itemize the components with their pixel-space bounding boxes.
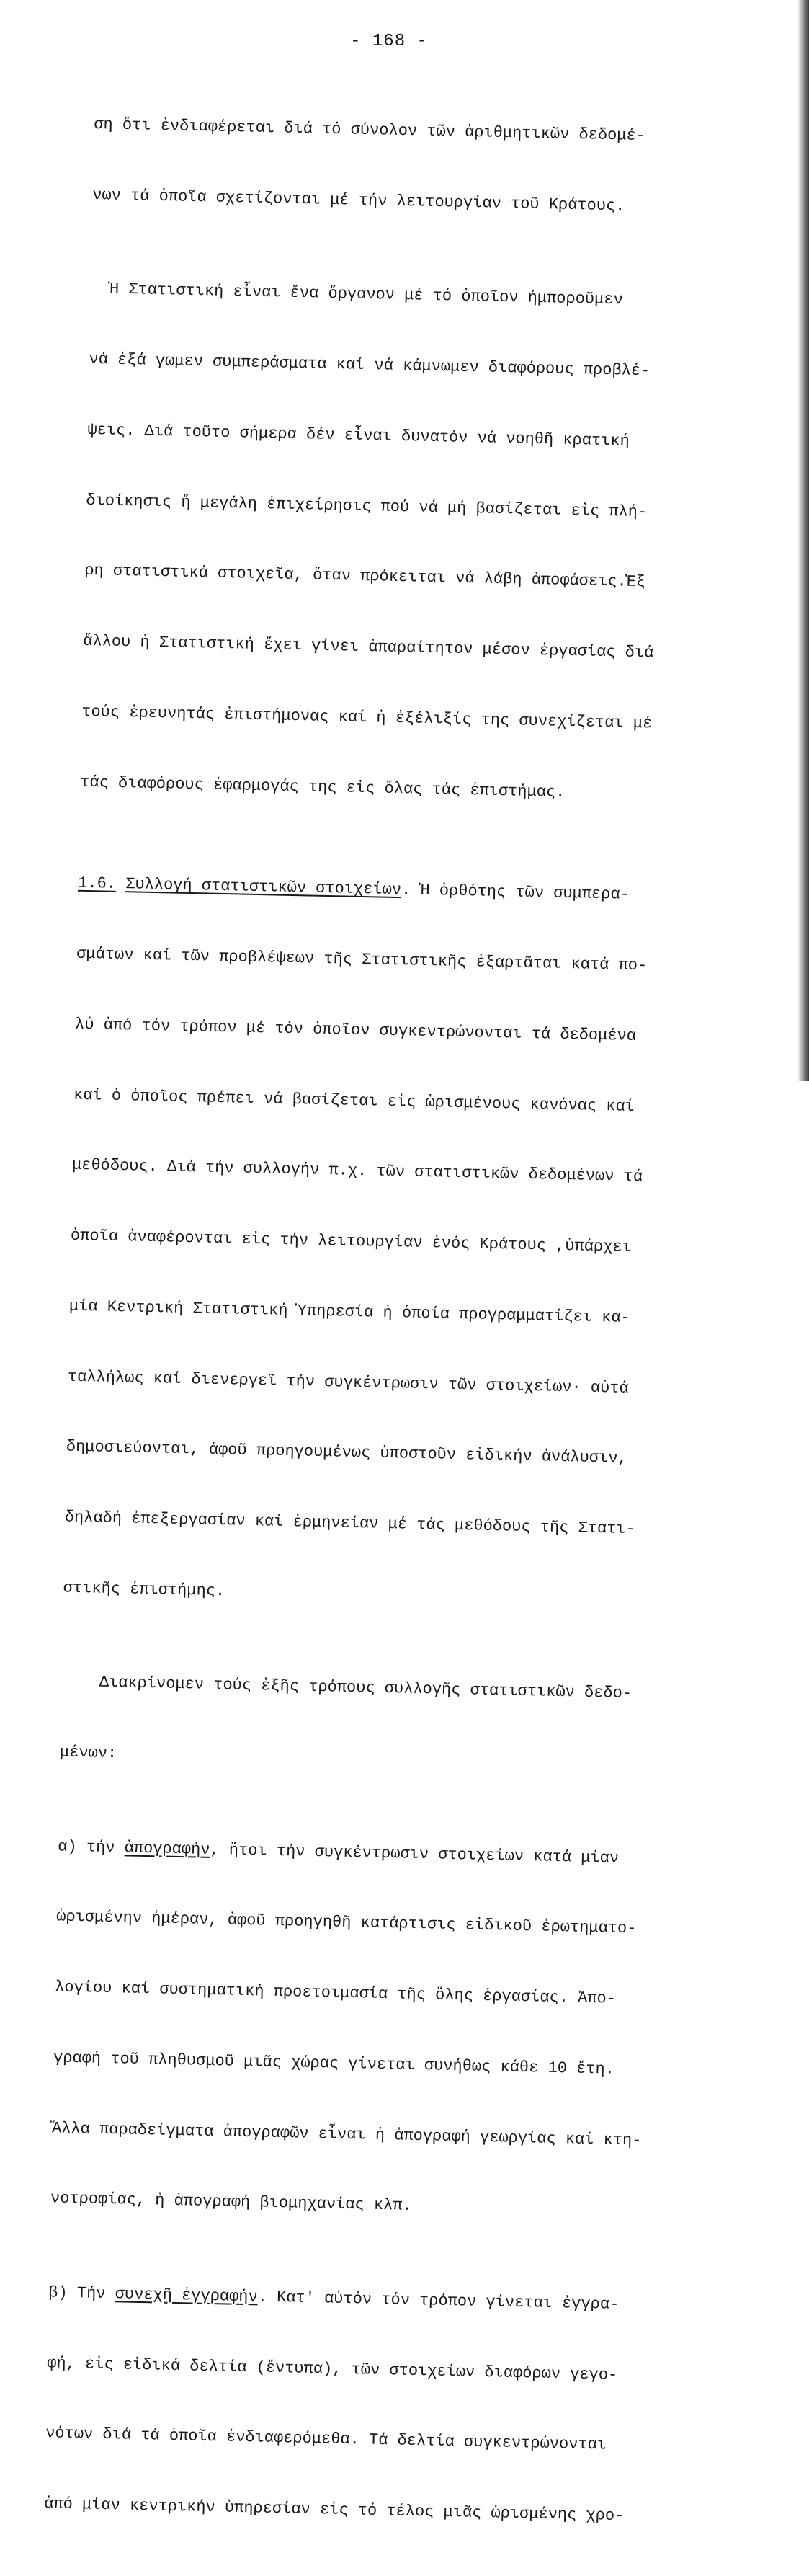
text-line: μία Κεντρική Στατιστική Ὑπηρεσία ἡ ὁποία προγραμματίζει κα-	[68, 1297, 630, 1327]
text-line: λογίου καί συστηματική προετοιμασία τῆς ὅλης ἐργασίας. Ἀπο-	[54, 1978, 617, 2008]
text-line: στικῆς ἐπιστήμης.	[63, 1578, 225, 1601]
text-line: νοτροφίας, ἡ ἀπογραφή βιομηχανίας κλπ.	[50, 2189, 412, 2216]
text-line: νότων διά τά ὁποῖα ἐνδιαφερόμεθα. Τά δελτία συγκεντρώνονται	[45, 2424, 607, 2454]
text-line: τούς ἐρευνητάς ἐπιστήμονας καί ἡ ἐξέλιξίς της συνεχίζεται μέ	[81, 702, 653, 733]
text-line: Ἄλλα παραδείγματα ἀπογραφῶν εἶναι ἡ ἀπογραφή γεωργίας καί κτη-	[51, 2119, 642, 2150]
text-line: μεθόδους. Διά τήν συλλογήν π.χ. τῶν στατιστικῶν δεδομένων τά	[71, 1155, 643, 1186]
text-line: ἀπό μίαν κεντρικήν ὑπηρεσίαν εἰς τό τέλος μιᾶς ὡρισμένης χρο-	[43, 2495, 625, 2526]
text-line: ὁποῖα ἀναφέρονται εἰς τήν λειτουργίαν ἑνός Κράτους ,ὑπάρχει	[70, 1226, 633, 1257]
list-item-a-first-line	[58, 1835, 677, 1872]
text-line: δημοσιεύονται, ἀφοῦ προηγουμένως ὑποστοῦν εἰδικήν ἀνάλυσιν,	[66, 1438, 627, 1468]
section-heading-line	[78, 872, 697, 909]
text-line: ἄλλου ἡ Στατιστική ἔχει γίνει ἀπαραίτητον μέσον ἐργασίας διά	[83, 632, 654, 662]
text-line: τάς διαφόρους ἐφαρμογάς της εἰς ὅλας τάς ἐπιστήμας.	[79, 773, 566, 801]
text-line: Ἡ Στατιστική εἶναι ἕνα ὄργανον μέ τό ὁποῖον ἠμποροῦμεν	[90, 280, 623, 309]
page-edge-shadow	[797, 0, 809, 1081]
list-marker: β) Τήν	[48, 2283, 115, 2304]
text-line: δηλαδή ἐπεξεργασίαν καί ἑρμηνείαν μέ τάς μεθόδους τῆς Στατι-	[64, 1508, 636, 1539]
text-line: σμάτων καί τῶν προβλέψεων τῆς Στατιστικῆς ἐξαρτᾶται κατά πο-	[76, 944, 648, 975]
text-line: διοίκησις ἤ μεγάλη ἐπιχείρησις πού νά μή βασίζεται εἰς πλή-	[86, 491, 648, 521]
text-line: ρη στατιστικά στοιχεῖα, ὅταν πρόκειται νά λάβη ἀποφάσεις.Ἐξ	[84, 561, 646, 592]
section-number: 1.6.	[77, 874, 117, 894]
list-first-line-rest: . Κατ' αὐτόν τόν τρόπον γίνεται ἐγγρα-	[257, 2288, 620, 2314]
text-line: νων τά ὁποῖα σχετίζονται μέ τήν λειτουργίαν τοῦ Κράτους.	[92, 185, 625, 216]
list-term: ἀπογραφήν	[124, 1838, 210, 1859]
list-term: συνεχῆ ἐγγραφήν	[115, 2285, 258, 2306]
list-item-b-first-line	[48, 2281, 668, 2318]
text-line: γραφή τοῦ πληθυσμοῦ μιᾶς χώρας γίνεται συνήθως κάθε 10 ἔτη.	[53, 2048, 615, 2079]
text-line: λύ ἀπό τόν τρόπον μέ τόν ὁποῖον συγκεντρώνονται τά δεδομένα	[74, 1015, 637, 1045]
section-heading-rest: . Ἡ ὀρθότης τῶν συμπερα-	[401, 881, 630, 904]
body-text	[43, 66, 714, 2576]
text-line: ὡρισμένην ἡμέραν, ἀφοῦ προηγηθῆ κατάρτισις εἰδικοῦ ἐρωτηματο-	[55, 1907, 637, 1938]
text-line: νά ἐξά γωμεν συμπεράσματα καί νά κάμνωμεν διαφόρους προβλέ-	[89, 350, 651, 381]
text-line: ση ὅτι ἐνδιαφέρεται διά τό σύνολον τῶν ἀριθμητικῶν δεδομέ-	[94, 115, 646, 146]
text-line: καί ὁ ὁποῖος πρέπει νά βασίζεται εἰς ὡρισμένους κανόνας καί	[73, 1085, 635, 1116]
list-first-line-rest: , ἤτοι τήν συγκέντρωσιν στοιχείων κατά μίαν	[210, 1840, 620, 1867]
text-line: φή, εἰς εἰδικά δελτία (ἔντυπα), τῶν στοιχείων διαφόρων γεγο-	[46, 2353, 618, 2384]
text-line: ψεις. Διά τοῦτο σήμερα δέν εἶναι δυνατόν νά νοηθῆ κρατική	[87, 420, 630, 450]
page-number: - 168 -	[350, 32, 428, 51]
section-title: Συλλογή στατιστικῶν στοιχείων	[125, 875, 402, 900]
text-line: ταλλήλως καί διενεργεῖ τήν συγκέντρωσιν τῶν στοιχείων· αὐτά	[67, 1367, 629, 1398]
text-line: μένων:	[59, 1743, 117, 1763]
text-line: Διακρίνομεν τούς ἑξῆς τρόπους συλλογῆς στατιστικῶν δεδο-	[61, 1672, 633, 1703]
list-marker: α) τήν	[58, 1836, 125, 1857]
